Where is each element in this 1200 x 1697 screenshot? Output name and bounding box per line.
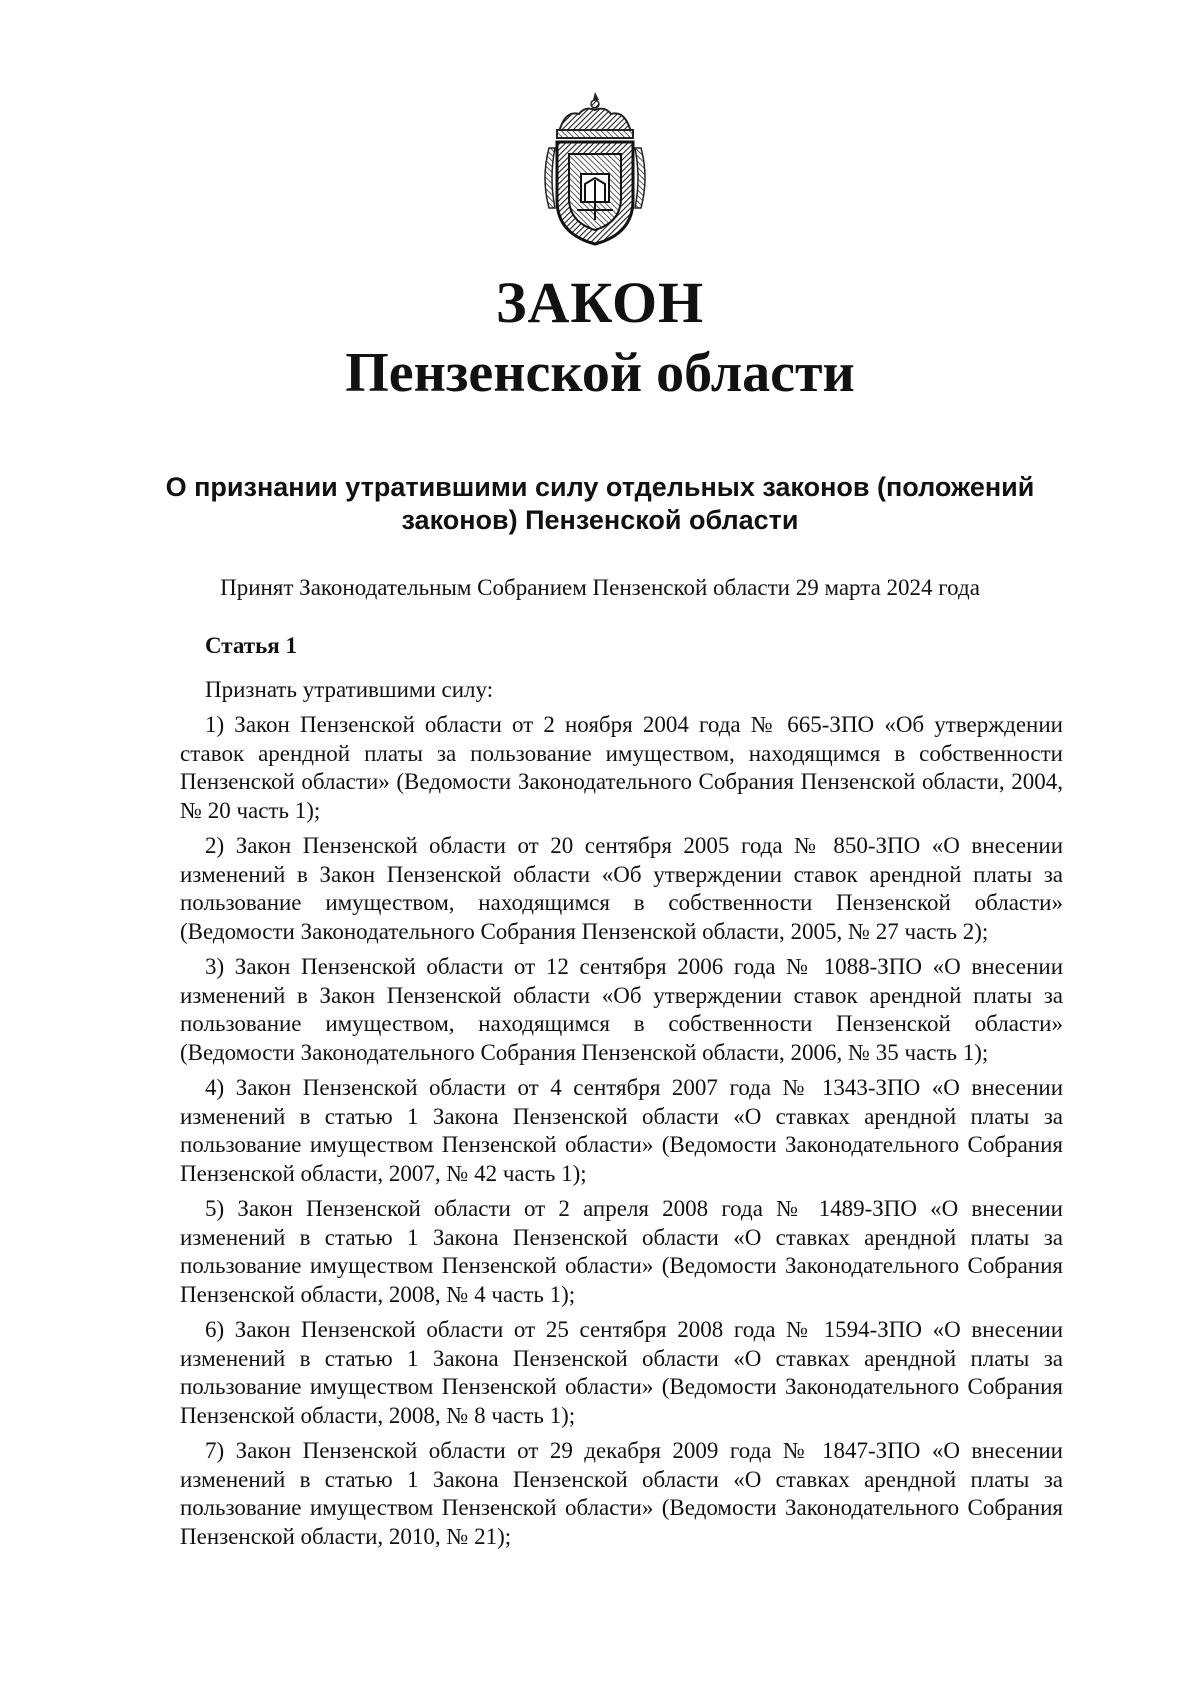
article-title: Статья 1 [205,633,297,658]
law-heading: О признании утратившими силу отдельных законов (положений законов) Пензенской области [165,472,1035,535]
list-item: 3) Закон Пензенской области от 12 сентября 2006 года № 1088-ЗПО «О внесении изменений в Закон Пензенской области «Об утверждении ставок арендной платы за пользование имуществом, находящимся в собственности Пензенской области» (Ведомости Законодательного Собрания Пензенской области, 2006, № 35 часть 1); [180,954,1063,1065]
document-region: Пензенской области [345,342,855,404]
penza-coat-of-arms-icon [535,88,655,250]
adoption-statement: Принят Законодательным Собранием Пензенской области 29 марта 2024 года [220,575,980,600]
list-item: 4) Закон Пензенской области от 4 сентября 2007 года № 1343-ЗПО «О внесении изменений в статью 1 Закона Пензенской области «О ставках арендной платы за пользование имуществом Пензенской области» (Ведомости Законодательного Собрания Пензенской области, 2007, № 42 часть 1); [180,1075,1063,1186]
repealed-laws-list [180,711,1063,1551]
list-item: 6) Закон Пензенской области от 25 сентября 2008 года № 1594-ЗПО «О внесении изменений в статью 1 Закона Пензенской области «О ставках арендной платы за пользование имуществом Пензенской области» (Ведомости Законодательного Собрания Пензенской области, 2008, № 8 часть 1); [180,1317,1063,1428]
list-item: 5) Закон Пензенской области от 2 апреля 2008 года № 1489-ЗПО «О внесении изменений в статью 1 Закона Пензенской области «О ставках арендной платы за пользование имуществом Пензенской области» (Ведомости Законодательного Собрания Пензенской области, 2008, № 4 часть 1); [180,1196,1063,1307]
list-item: 1) Закон Пензенской области от 2 ноября 2004 года № 665-ЗПО «Об утверждении ставок арендной платы за пользование имуществом, находящимся в собственности Пензенской области» (Ведомости Законодательного Собрания Пензенской области, 2004, № 20 часть 1); [180,712,1063,823]
document-body [180,632,1063,1558]
list-item: 7) Закон Пензенской области от 29 декабря 2009 года № 1847-ЗПО «О внесении изменений в статью 1 Закона Пензенской области «О ставках арендной платы за пользование имуществом Пензенской области» (Ведомости Законодательного Собрания Пензенской области, 2010, № 21); [180,1438,1063,1549]
list-item: 2) Закон Пензенской области от 20 сентября 2005 года № 850-ЗПО «О внесении изменений в Закон Пензенской области «Об утверждении ставок арендной платы за пользование имуществом, находящимся в собственности Пензенской области» (Ведомости Законодательного Собрания Пензенской области, 2005, № 27 часть 2); [180,833,1063,944]
article-intro: Признать утратившими силу: [205,676,494,702]
document-title: ЗАКОН [495,270,705,335]
